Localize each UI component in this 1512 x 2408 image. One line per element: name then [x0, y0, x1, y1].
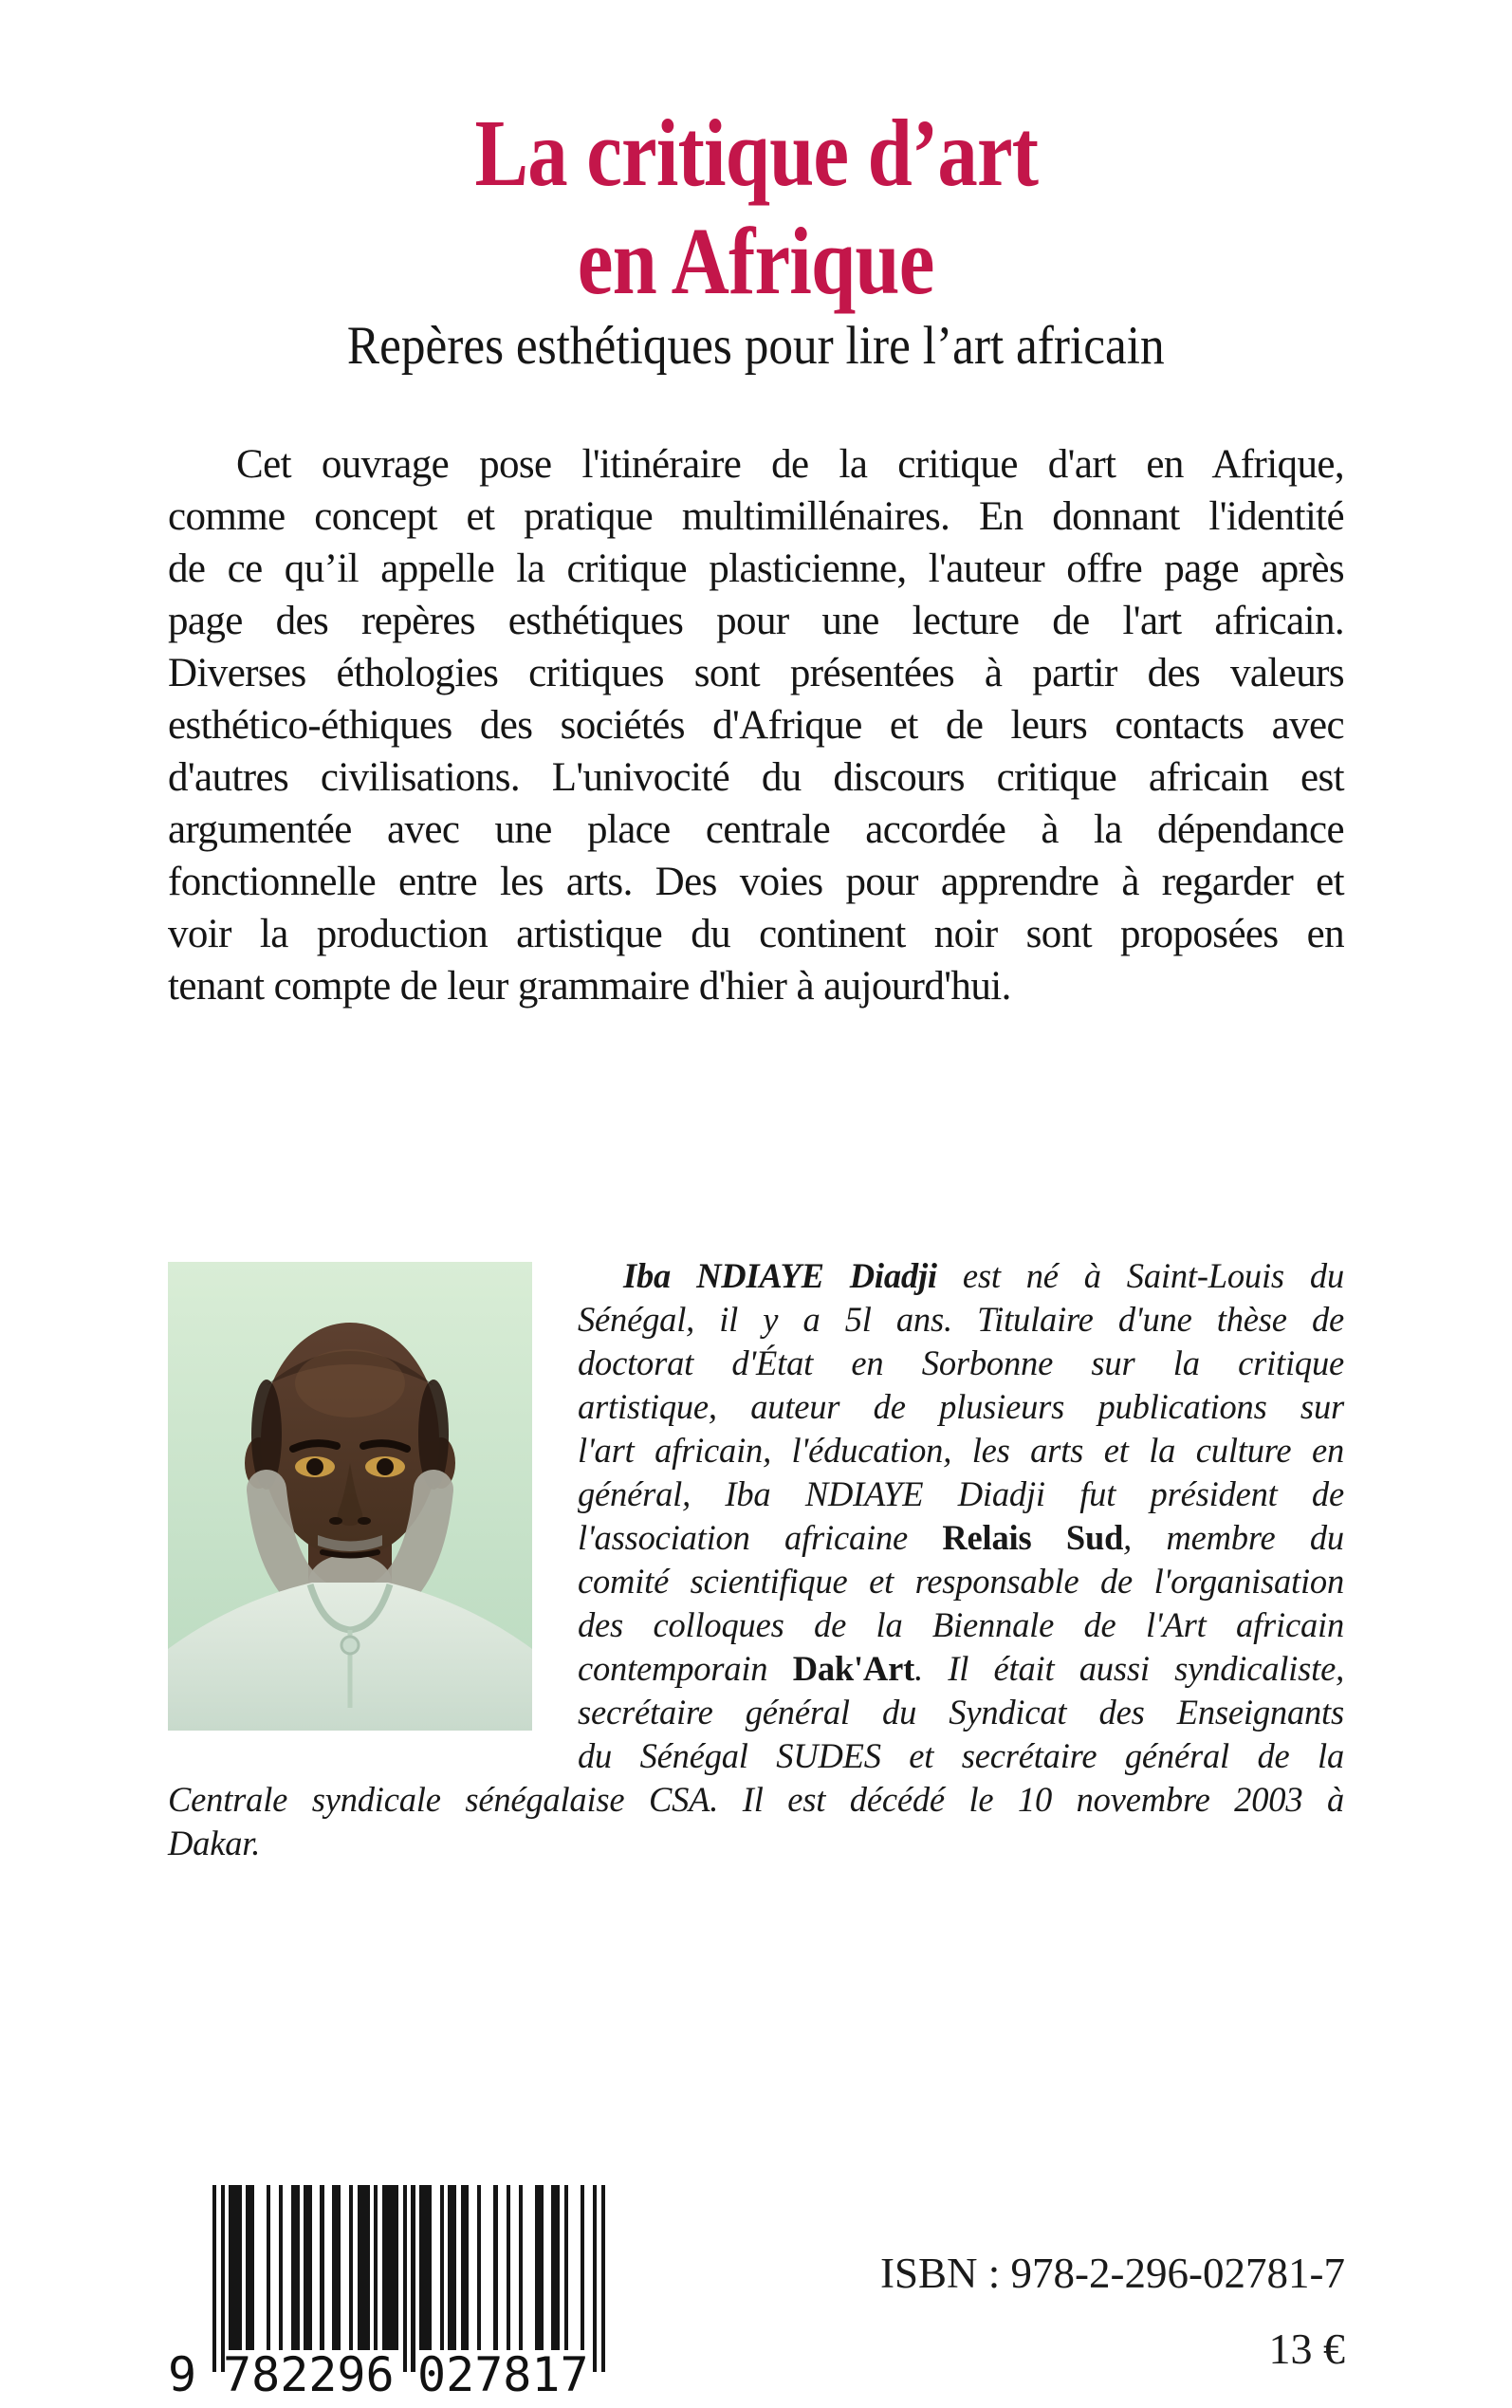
- synopsis: [168, 438, 1344, 1012]
- barcode-prefix-digit: 9: [168, 2347, 197, 2402]
- book-subtitle-text: Repères esthétiques pour lire l’art africain: [347, 316, 1165, 376]
- bio-line: Iba NDIAYE Diadji est né à Saint-Louis du: [623, 1256, 1345, 1295]
- bio-line: secrétaire général du Syndicat des Enseignants: [578, 1693, 1344, 1732]
- barcode-bars: [212, 2185, 605, 2372]
- title-block: [0, 99, 1512, 315]
- isbn-text: ISBN : 978-2-296-02781-7: [880, 2250, 1345, 2297]
- bio-line: artistique, auteur de plusieurs publications sur: [578, 1387, 1344, 1426]
- synopsis-line: Diverses éthologies critiques sont présentées à partir des valeurs: [168, 651, 1344, 695]
- synopsis-line: tenant compte de leur grammaire d'hier à aujourd'hui.: [168, 964, 1011, 1009]
- bio-line: des colloques de la Biennale de l'Art africain: [578, 1605, 1344, 1644]
- synopsis-line: page des repères esthétiques pour une lecture de l'art africain.: [168, 599, 1344, 643]
- barcode-digits-right: 027817: [417, 2347, 589, 2402]
- author-photo: [168, 1262, 532, 1731]
- bio-line: l'association africaine Relais Sud, membre du: [578, 1518, 1344, 1557]
- bio-line: Centrale syndicale sénégalaise CSA. Il est décédé le 10 novembre 2003 à: [168, 1780, 1344, 1819]
- bio-line: Dakar.: [168, 1824, 261, 1862]
- bio-line: Sénégal, il y a 5l ans. Titulaire d'une thèse de: [578, 1300, 1344, 1339]
- book-title-line-2: [0, 207, 1512, 315]
- author-bio: [168, 1254, 1344, 1865]
- bio-line: contemporain Dak'Art. Il était aussi syndicaliste,: [578, 1649, 1344, 1688]
- barcode-digits-left: 782296: [223, 2347, 395, 2402]
- synopsis-line: voir la production artistique du continent noir sont proposées en: [168, 912, 1344, 956]
- synopsis-line: comme concept et pratique multimillénaires. En donnant l'identité: [168, 494, 1344, 539]
- bio-line: du Sénégal SUDES et secrétaire général de la: [578, 1736, 1344, 1775]
- synopsis-line: fonctionnelle entre les arts. Des voies pour apprendre à regarder et: [168, 860, 1344, 904]
- book-title-text-2: en Afrique: [578, 208, 934, 314]
- book-subtitle: [0, 317, 1512, 376]
- bio-line: doctorat d'État en Sorbonne sur la critique: [578, 1343, 1344, 1382]
- synopsis-line: Cet ouvrage pose l'itinéraire de la critique d'art en Afrique,: [236, 442, 1344, 487]
- synopsis-line: d'autres civilisations. L'univocité du discours critique africain est: [168, 755, 1344, 800]
- synopsis-line: esthético-éthiques des sociétés d'Afrique et de leurs contacts avec: [168, 703, 1344, 748]
- book-title-line-1: [0, 99, 1512, 207]
- book-title-text-1: La critique d’art: [474, 100, 1038, 206]
- synopsis-line: de ce qu’il appelle la critique plasticienne, l'auteur offre page après: [168, 546, 1344, 591]
- bio-line: général, Iba NDIAYE Diadji fut président de: [578, 1474, 1344, 1513]
- ean-barcode: [168, 2185, 623, 2408]
- author-portrait-illustration: [168, 1262, 532, 1731]
- bio-line: comité scientifique et responsable de l'organisation: [578, 1562, 1344, 1601]
- price-text: 13 €: [1268, 2325, 1345, 2373]
- bio-line: l'art africain, l'éducation, les arts et la culture en: [578, 1431, 1344, 1470]
- synopsis-line: argumentée avec une place centrale accordée à la dépendance: [168, 807, 1344, 852]
